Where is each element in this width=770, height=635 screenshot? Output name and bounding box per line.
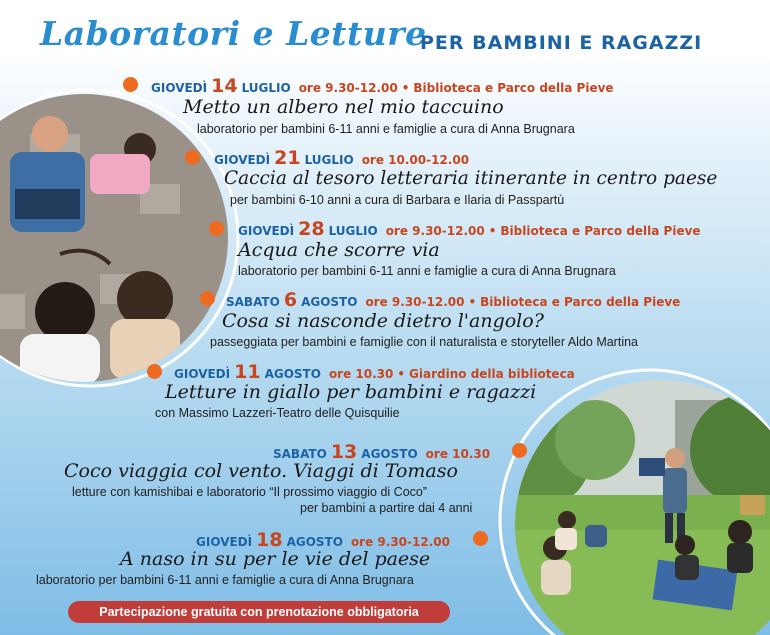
event-4-day: SABATO	[226, 295, 280, 309]
event-4-separator: •	[468, 295, 477, 309]
event-6-date: 13	[330, 441, 358, 463]
free-booking-banner: Partecipazione gratuita con prenotazione obbligatoria	[68, 601, 450, 623]
event-4-place: Biblioteca e Parco della Pieve	[480, 295, 681, 309]
event-6-time: ore 10.30	[425, 447, 491, 461]
event-2-dot	[185, 150, 200, 165]
event-7-date: 18	[256, 529, 283, 551]
event-5-header	[174, 361, 575, 383]
event-3-body	[238, 240, 440, 261]
event-4-dot	[200, 291, 215, 306]
event-4-title: Cosa si nasconde dietro l'angolo?	[222, 310, 544, 332]
garden-reading-photo	[515, 380, 770, 635]
event-3-place: Biblioteca e Parco della Pieve	[500, 224, 701, 238]
event-5-description: con Massimo Lazzeri-Teatro delle Quisquilie	[155, 406, 400, 420]
event-1-header	[151, 75, 614, 97]
event-2-title: Caccia al tesoro letteraria itinerante in centro paese	[224, 168, 718, 189]
event-5	[174, 361, 575, 383]
event-4-body	[222, 311, 544, 332]
poster-title: Laboratori e Letture	[40, 14, 427, 53]
event-5-body	[165, 382, 536, 403]
event-6-month: AGOSTO	[361, 447, 418, 461]
event-1-description: laboratorio per bambini 6-11 anni e famiglie a cura di Anna Brugnara	[197, 122, 575, 136]
event-5-month: AGOSTO	[264, 367, 321, 381]
event-7-description: laboratorio per bambini 6-11 anni e famiglie a cura di Anna Brugnara	[36, 573, 414, 587]
event-3-month: LUGLIO	[328, 224, 378, 238]
event-2-time: ore 10.00-12.00	[361, 153, 470, 167]
event-6-description-2: per bambini a partire dai 4 anni	[300, 501, 473, 515]
event-6-dot	[512, 443, 527, 458]
event-6-description-1: letture con kamishibai e laboratorio “Il prossimo viaggio di Coco”	[72, 485, 428, 499]
event-7-time: ore 9.30-12.00	[350, 535, 450, 549]
event-7-dot	[473, 531, 488, 546]
event-3	[238, 218, 701, 240]
event-1-month: LUGLIO	[241, 81, 291, 95]
event-2	[214, 147, 469, 169]
event-5-time: ore 10.30	[328, 367, 394, 381]
event-3-header	[238, 218, 701, 240]
event-1-title: Metto un albero nel mio taccuino	[183, 96, 504, 118]
event-2-header	[214, 147, 469, 169]
event-1-time: ore 9.30-12.00	[298, 81, 398, 95]
event-2-day: GIOVEDÌ	[214, 153, 271, 167]
event-5-day: GIOVEDÌ	[174, 367, 231, 381]
event-1-body	[183, 97, 504, 118]
event-5-dot	[147, 364, 162, 379]
event-5-title: Letture in giallo per bambini e ragazzi	[165, 381, 537, 403]
event-3-day: GIOVEDÌ	[238, 224, 295, 238]
event-5-separator: •	[397, 367, 406, 381]
event-3-dot	[209, 221, 224, 236]
event-4-description: passeggiata per bambini e famiglie con il naturalista e storyteller Aldo Martina	[210, 335, 639, 349]
event-2-description: per bambini 6-10 anni a cura di Barbara e Ilaria di Passpartù	[230, 193, 565, 207]
event-5-date: 11	[234, 361, 261, 383]
event-3-description: laboratorio per bambini 6-11 anni e famiglie a cura di Anna Brugnara	[238, 264, 616, 278]
event-1-day: GIOVEDÌ	[151, 81, 208, 95]
poster-subtitle: PER BAMBINI E RAGAZZI	[420, 32, 703, 54]
event-6-title: Coco viaggia col vento. Viaggi di Tomaso	[64, 460, 458, 482]
event-3-title: Acqua che scorre via	[238, 239, 440, 261]
event-1-date: 14	[211, 75, 238, 97]
event-4-date: 6	[283, 289, 298, 311]
event-3-time: ore 9.30-12.00	[385, 224, 485, 238]
event-5-place: Giardino della biblioteca	[409, 367, 575, 381]
event-1	[151, 75, 614, 97]
event-7-title: A naso in su per le vie del paese	[120, 548, 431, 570]
event-3-separator: •	[488, 224, 497, 238]
event-7-month: AGOSTO	[286, 535, 343, 549]
event-3-date: 28	[298, 218, 325, 240]
event-6-day: SABATO	[273, 447, 327, 461]
event-2-body	[224, 169, 717, 189]
event-7-body	[120, 549, 430, 570]
event-7-day: GIOVEDÌ	[196, 535, 253, 549]
event-2-date: 21	[274, 147, 301, 169]
event-1-place: Biblioteca e Parco della Pieve	[413, 81, 614, 95]
event-6-body	[64, 461, 458, 482]
event-2-month: LUGLIO	[304, 153, 354, 167]
workshop-photo	[0, 94, 231, 382]
event-4-header	[226, 289, 680, 311]
event-4	[226, 289, 680, 311]
event-1-separator: •	[401, 81, 410, 95]
event-4-time: ore 9.30-12.00	[365, 295, 465, 309]
event-1-dot	[123, 77, 138, 92]
event-4-month: AGOSTO	[301, 295, 358, 309]
